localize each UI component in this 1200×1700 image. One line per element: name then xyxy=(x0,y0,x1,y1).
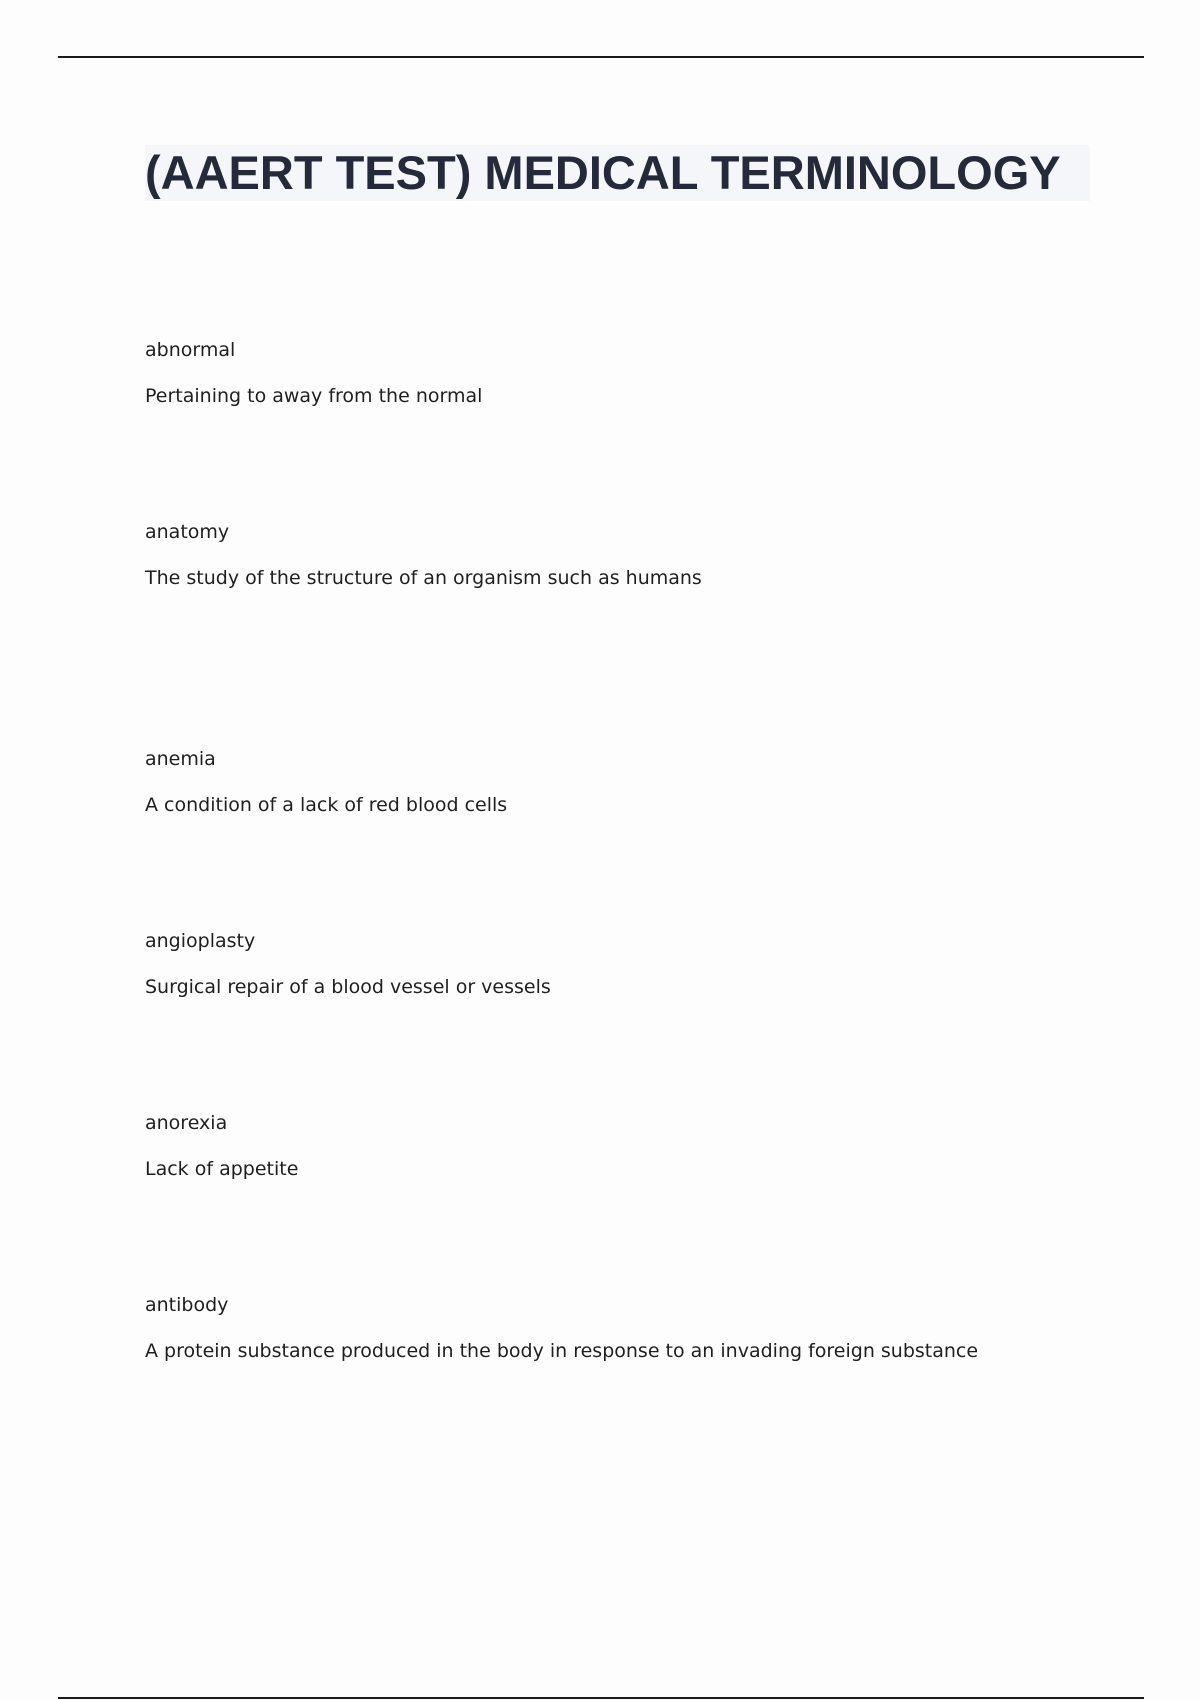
entry-term: antibody xyxy=(145,1294,229,1316)
entry-term: abnormal xyxy=(145,339,236,361)
entry-definition: Pertaining to away from the normal xyxy=(145,385,483,407)
header-rule xyxy=(58,56,1144,58)
entry-term: anemia xyxy=(145,748,216,770)
entry-term: anatomy xyxy=(145,521,230,543)
entry-definition: The study of the structure of an organism such as humans xyxy=(145,567,702,589)
entry-definition: A protein substance produced in the body in response to an invading foreign substance xyxy=(145,1340,979,1362)
entry-definition: Lack of appetite xyxy=(145,1158,299,1180)
entry-definition: A condition of a lack of red blood cells xyxy=(145,794,508,816)
page-title: (AAERT TEST) MEDICAL TERMINOLOGY xyxy=(145,146,1061,199)
entry-term: anorexia xyxy=(145,1112,228,1134)
entry-term: angioplasty xyxy=(145,930,256,952)
entry-definition: Surgical repair of a blood vessel or vessels xyxy=(145,976,551,998)
footer-rule xyxy=(58,1697,1144,1699)
